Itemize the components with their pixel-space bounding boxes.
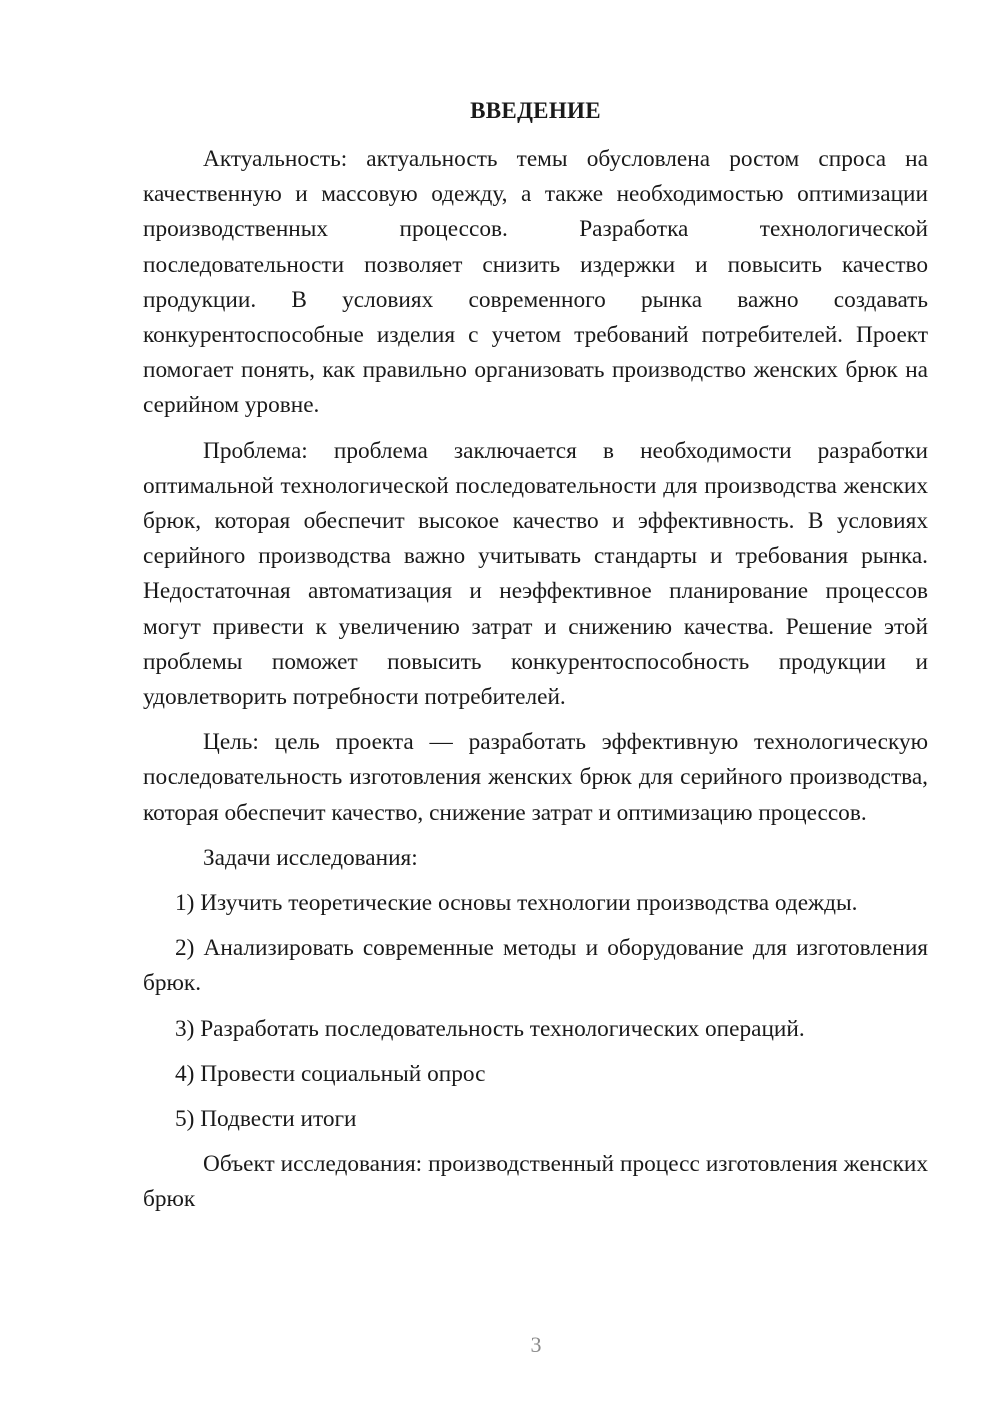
body-text [143, 142, 928, 1228]
task-item-1: 1) Изучить теоретические основы технологии производства одежды. [175, 890, 858, 917]
task-item-3: 3) Разработать последовательность технологических операций. [175, 1015, 805, 1042]
tasks-heading: Задачи исследования: [203, 844, 418, 871]
task-item-5: 5) Подвести итоги [175, 1106, 357, 1133]
task-item-4: 4) Провести социальный опрос [175, 1060, 486, 1087]
object-paragraph: Объект исследования: производственный процесс изготовления женских брюк [143, 1151, 928, 1213]
page-number: 3 [530, 1332, 542, 1357]
section-heading: ВВЕДЕНИЕ [470, 98, 601, 123]
goal-paragraph: Цель: цель проекта — разработать эффективную технологическую последовательность изготовления женских брюк для серийного производства, которая обеспечит качество, снижение затрат и оптимизацию процессов. [143, 729, 928, 826]
task-item-2: 2) Анализировать современные методы и оборудование для изготовления брюк. [143, 935, 928, 997]
relevance-paragraph: Актуальность: актуальность темы обусловлена ростом спроса на качественную и массовую одежду, а также необходимостью оптимизации производственных процессов. Разработка технологической последовательности позволяет снизить издержки и повысить качество продукции. В условиях современного рынка важно создавать конкурентоспособные изделия с учетом требований потребителей. Проект помогает понять, как правильно организовать производство женских брюк на серийном уровне. [143, 146, 928, 419]
problem-paragraph: Проблема: проблема заключается в необходимости разработки оптимальной технологической последовательности для производства женских брюк, которая обеспечит высокое качество и эффективность. В условиях серийного производства важно учитывать стандарты и требования рынка. Недостаточная автоматизация и неэффективное планирование процессов могут привести к увеличению затрат и снижению качества. Решение этой проблемы поможет повысить конкурентоспособность продукции и удовлетворить потребности потребителей. [143, 437, 928, 711]
